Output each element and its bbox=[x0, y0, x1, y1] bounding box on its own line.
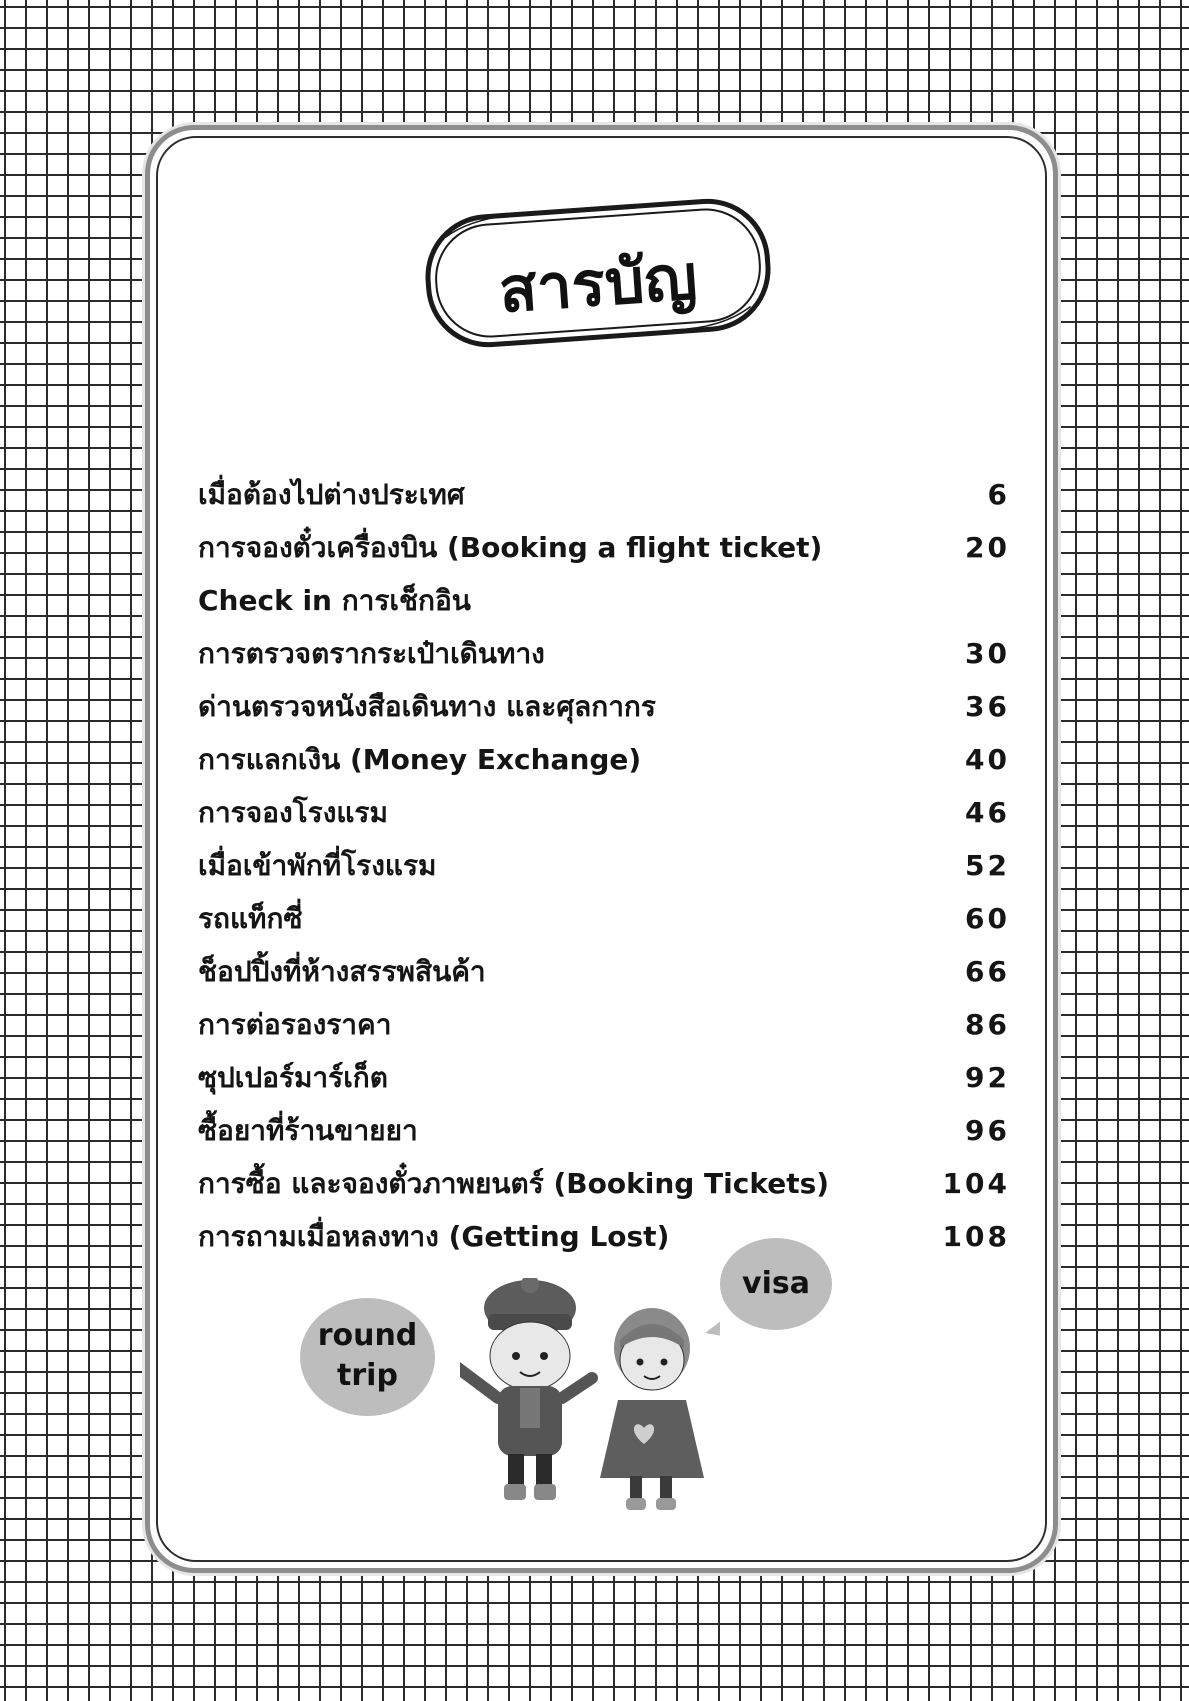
toc-item[interactable] bbox=[198, 1104, 1010, 1157]
toc-item-page: 104 bbox=[942, 1167, 1010, 1200]
toc-item[interactable] bbox=[198, 839, 1010, 892]
bubble-left-line1: round bbox=[317, 1318, 418, 1353]
toc-item-title: ด่านตรวจหนังสือเดินทาง และศุลกากร bbox=[198, 689, 656, 723]
toc-item[interactable] bbox=[198, 680, 1010, 733]
toc-item-title: รถแท็กซี่ bbox=[198, 901, 303, 935]
toc-list bbox=[198, 468, 1010, 1263]
toc-item-page: 30 bbox=[965, 637, 1010, 670]
toc-item-page: 86 bbox=[965, 1008, 1010, 1041]
toc-item-title: การซื้อ และจองตั๋วภาพยนตร์ (Booking Tickets) bbox=[198, 1166, 830, 1200]
toc-item[interactable] bbox=[198, 892, 1010, 945]
toc-item[interactable] bbox=[198, 945, 1010, 998]
toc-item-title: เมื่อเข้าพักที่โรงแรม bbox=[198, 848, 437, 882]
title-stamp bbox=[418, 187, 778, 359]
toc-item-title: ซุปเปอร์มาร์เก็ต bbox=[198, 1060, 388, 1094]
toc-item-page: 60 bbox=[965, 902, 1010, 935]
boy-figure bbox=[460, 1278, 592, 1500]
toc-item-title: การถามเมื่อหลงทาง (Getting Lost) bbox=[198, 1219, 670, 1253]
toc-item-title: การตรวจตรากระเป๋าเดินทาง bbox=[198, 636, 545, 670]
bubble-left-line2: trip bbox=[337, 1358, 398, 1393]
toc-item-page: 92 bbox=[965, 1061, 1010, 1094]
toc-item-title: การจองโรงแรม bbox=[198, 795, 388, 829]
toc-item-page: 40 bbox=[965, 743, 1010, 776]
toc-item[interactable] bbox=[198, 1157, 1010, 1210]
toc-item[interactable] bbox=[198, 468, 1010, 521]
toc-item-page: 52 bbox=[965, 849, 1010, 882]
speech-bubble-right: visa bbox=[720, 1238, 832, 1330]
table-of-contents-card bbox=[150, 130, 1053, 1568]
toc-item[interactable] bbox=[198, 574, 1010, 627]
girl-figure bbox=[600, 1308, 704, 1510]
toc-item[interactable] bbox=[198, 627, 1010, 680]
toc-item-title: การแลกเงิน (Money Exchange) bbox=[198, 742, 642, 776]
toc-item[interactable] bbox=[198, 521, 1010, 574]
speech-bubble-left bbox=[300, 1298, 435, 1416]
toc-item[interactable] bbox=[198, 786, 1010, 839]
toc-item-page: 66 bbox=[965, 955, 1010, 988]
toc-item-page: 20 bbox=[965, 531, 1010, 564]
kids-illustration bbox=[300, 1238, 860, 1518]
toc-item-page: 46 bbox=[965, 796, 1010, 829]
kids-cartoon-icon bbox=[460, 1278, 720, 1518]
toc-item-page: 96 bbox=[965, 1114, 1010, 1147]
toc-item-page: 108 bbox=[942, 1220, 1010, 1253]
toc-item[interactable] bbox=[198, 1051, 1010, 1104]
toc-item-title: การต่อรองราคา bbox=[198, 1007, 392, 1041]
toc-item-title: เมื่อต้องไปต่างประเทศ bbox=[198, 477, 465, 511]
page-title: สารบัญ bbox=[496, 240, 700, 327]
toc-item[interactable] bbox=[198, 998, 1010, 1051]
toc-item-page: 36 bbox=[965, 690, 1010, 723]
toc-item-title: ซื้อยาที่ร้านขายยา bbox=[198, 1113, 418, 1147]
toc-item-page: 6 bbox=[987, 478, 1010, 511]
toc-item-title: การจองตั๋วเครื่องบิน (Booking a flight ticket) bbox=[198, 530, 823, 564]
toc-item-title: Check in การเช็กอิน bbox=[198, 583, 471, 617]
toc-item-title: ช็อปปิ้งที่ห้างสรรพสินค้า bbox=[198, 954, 486, 988]
toc-item[interactable] bbox=[198, 733, 1010, 786]
